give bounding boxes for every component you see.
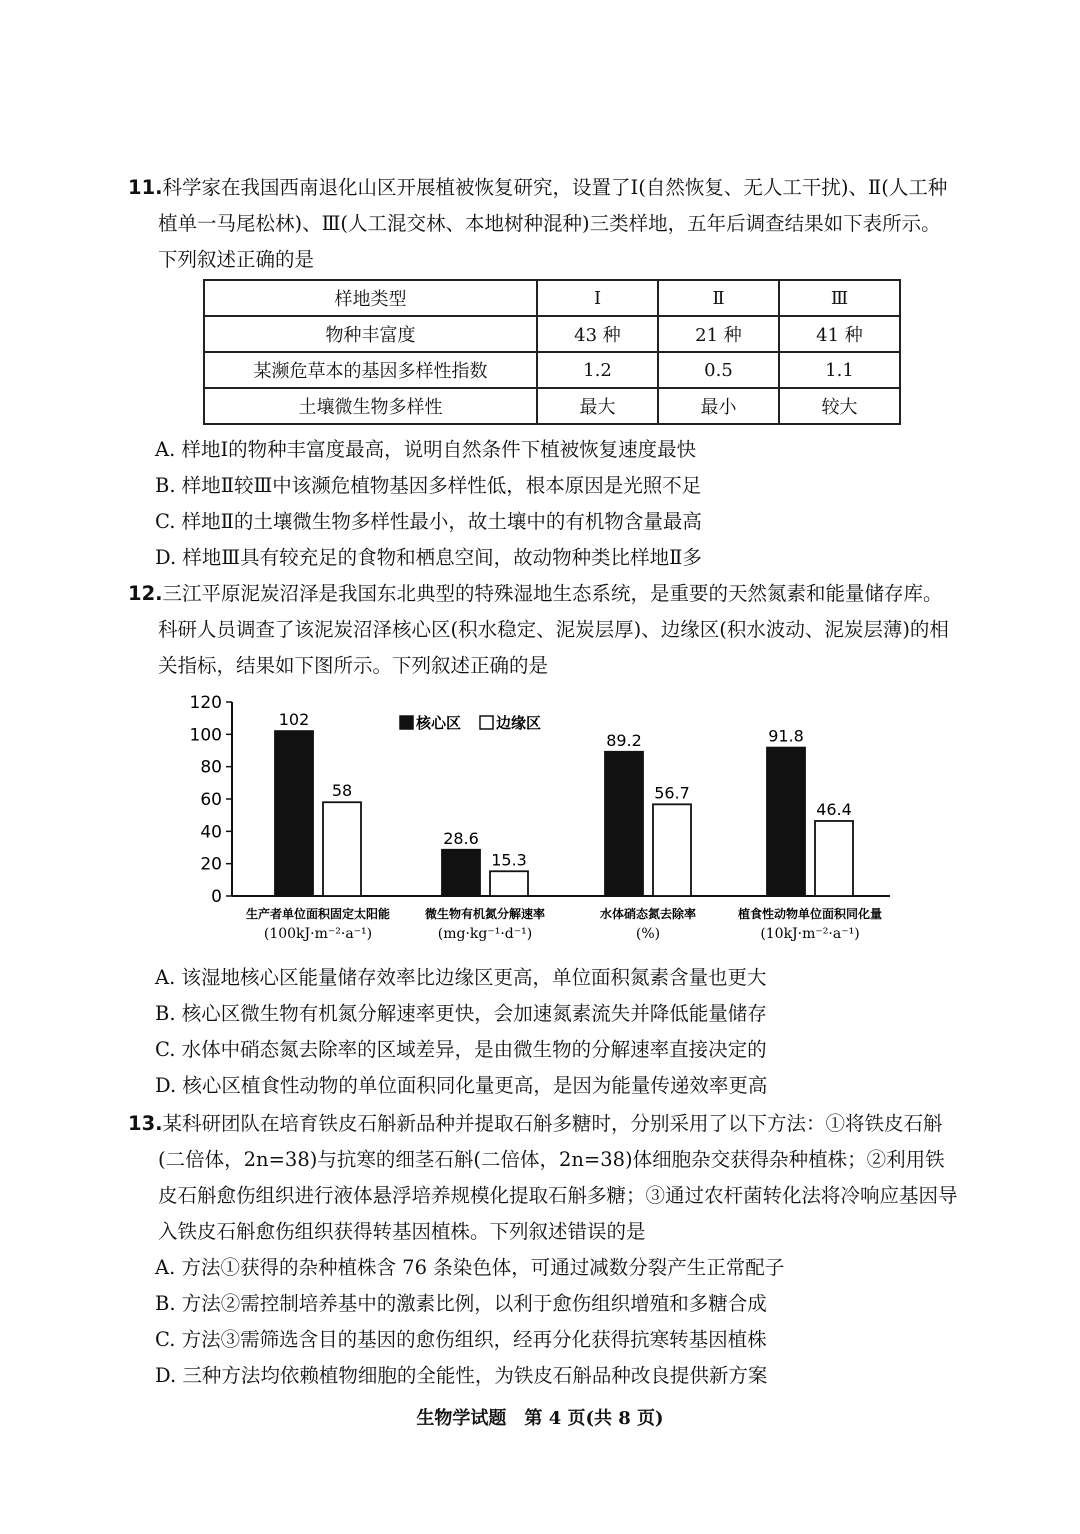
x-tick-label: 生产者单位面积固定太阳能 <box>245 907 391 921</box>
data-label: 46.4 <box>816 799 852 819</box>
table-row <box>204 388 900 424</box>
table-cell: 41 种 <box>779 316 900 352</box>
bar-edge <box>323 802 361 896</box>
data-label: 58 <box>331 781 353 801</box>
page-footer: 生物学试题 第 4 页(共 8 页) <box>416 1408 664 1429</box>
question-text: 三江平原泥炭沼泽是我国东北典型的特殊湿地生态系统，是重要的天然氮素和能量储存库。科研人员调查了该泥炭沼泽核心区(积水稳定、泥炭层厚)、边缘区(积水波动、泥炭层薄)的相关指标，结果如下图所示。下列叙述正确的是 <box>158 582 949 677</box>
table-cell: 较大 <box>779 388 900 424</box>
option-b: B. 方法②需控制培养基中的激素比例，以利于愈伤组织增殖和多糖合成 <box>155 1292 767 1315</box>
table-cell: Ⅱ <box>658 280 779 316</box>
table-cell: 1.2 <box>537 352 658 388</box>
data-label: 56.7 <box>654 783 690 803</box>
table-row <box>204 280 900 316</box>
question-number: 12. <box>128 582 163 605</box>
sample-plot-table <box>203 279 901 425</box>
y-tick-label: 100 <box>189 725 222 746</box>
option-c: C. 样地Ⅱ的土壤微生物多样性最小，故土壤中的有机物含量最高 <box>155 510 702 533</box>
x-tick-label: 水体硝态氮去除率 <box>599 907 697 921</box>
x-tick-unit: (100kJ·m⁻²·a⁻¹) <box>263 926 373 942</box>
option-d: D. 三种方法均依赖植物细胞的全能性，为铁皮石斛品种改良提供新方案 <box>155 1364 768 1387</box>
question-13-stem <box>128 1106 958 1250</box>
table-cell: 样地类型 <box>204 280 537 316</box>
question-13 <box>128 1106 958 1250</box>
bar-core <box>605 752 643 896</box>
option-a: A. 样地Ⅰ的物种丰富度最高，说明自然条件下植被恢复速度最快 <box>155 438 697 461</box>
option-c: C. 方法③需筛选含目的基因的愈伤组织，经再分化获得抗寒转基因植株 <box>155 1328 767 1351</box>
bar-core <box>275 731 313 896</box>
x-tick-label: 微生物有机氮分解速率 <box>424 907 546 921</box>
data-label: 91.8 <box>768 726 804 746</box>
question-text: 某科研团队在培育铁皮石斛新品种并提取石斛多糖时，分别采用了以下方法：①将铁皮石斛(二倍体，2n=38)与抗寒的细茎石斛(二倍体，2n=38)体细胞杂交获得杂种植株；②利用铁皮石斛愈伤组织进行液体悬浮培养规模化提取石斛多糖；③通过农杆菌转化法将冷响应基因导入铁皮石斛愈伤组织获得转基因植株。下列叙述错误的是 <box>158 1112 958 1243</box>
data-label: 102 <box>278 710 310 730</box>
y-tick-label: 80 <box>200 757 222 778</box>
question-12 <box>128 576 958 684</box>
question-number: 11. <box>128 176 163 199</box>
table-cell: 物种丰富度 <box>204 316 537 352</box>
y-tick-label: 0 <box>211 887 222 907</box>
table-row <box>204 316 900 352</box>
bar-core <box>442 850 480 896</box>
question-12-options <box>155 960 955 1104</box>
question-12-stem <box>128 576 958 684</box>
question-number: 13. <box>128 1112 163 1135</box>
x-tick-unit: (10kJ·m⁻²·a⁻¹) <box>760 926 860 942</box>
y-tick-label: 60 <box>200 790 222 810</box>
x-tick-unit: (mg·kg⁻¹·d⁻¹) <box>437 926 533 942</box>
data-label: 28.6 <box>443 828 479 848</box>
data-label: 89.2 <box>606 730 642 750</box>
table-cell: 土壤微生物多样性 <box>204 388 537 424</box>
bar-edge <box>653 804 691 896</box>
option-a: A. 该湿地核心区能量储存效率比边缘区更高，单位面积氮素含量也更大 <box>155 966 767 989</box>
data-label: 15.3 <box>491 850 527 870</box>
option-a: A. 方法①获得的杂种植株含 76 条染色体，可通过减数分裂产生正常配子 <box>155 1256 785 1279</box>
bar-edge <box>490 871 528 896</box>
table-cell: Ⅰ <box>537 280 658 316</box>
table-cell: 43 种 <box>537 316 658 352</box>
question-11-options <box>155 432 955 576</box>
table-cell: 最大 <box>537 388 658 424</box>
table-cell: Ⅲ <box>779 280 900 316</box>
table-cell: 21 种 <box>658 316 779 352</box>
table-cell: 最小 <box>658 388 779 424</box>
bar-chart <box>180 690 900 950</box>
question-11-stem <box>128 170 958 278</box>
legend-swatch <box>400 716 413 729</box>
table-cell: 某濒危草本的基因多样性指数 <box>204 352 537 388</box>
table-row <box>204 352 900 388</box>
option-d: D. 核心区植食性动物的单位面积同化量更高，是因为能量传递效率更高 <box>155 1074 768 1097</box>
option-c: C. 水体中硝态氮去除率的区域差异，是由微生物的分解速率直接决定的 <box>155 1038 767 1061</box>
option-d: D. 样地Ⅲ具有较充足的食物和栖息空间，故动物种类比样地Ⅱ多 <box>155 546 702 569</box>
question-13-options <box>155 1250 955 1394</box>
legend-label: 边缘区 <box>496 714 542 732</box>
table-cell: 0.5 <box>658 352 779 388</box>
question-11 <box>128 170 958 278</box>
bar-core <box>767 748 805 896</box>
question-text: 科学家在我国西南退化山区开展植被恢复研究，设置了Ⅰ(自然恢复、无人工干扰)、Ⅱ(人工种植单一马尾松林)、Ⅲ(人工混交林、本地树种混种)三类样地，五年后调查结果如下表所示。下列叙述正确的是 <box>158 176 948 271</box>
table-cell: 1.1 <box>779 352 900 388</box>
x-tick-unit: (%) <box>635 926 661 942</box>
y-tick-label: 20 <box>200 854 222 875</box>
option-b: B. 核心区微生物有机氮分解速率更快，会加速氮素流失并降低能量储存 <box>155 1002 767 1025</box>
legend-label: 核心区 <box>416 714 462 732</box>
y-tick-label: 120 <box>189 693 222 713</box>
y-tick-label: 40 <box>200 822 222 843</box>
bar-edge <box>815 821 853 896</box>
legend-swatch <box>480 716 493 729</box>
option-b: B. 样地Ⅱ较Ⅲ中该濒危植物基因多样性低，根本原因是光照不足 <box>155 474 702 497</box>
x-tick-label: 植食性动物单位面积同化量 <box>737 907 883 921</box>
